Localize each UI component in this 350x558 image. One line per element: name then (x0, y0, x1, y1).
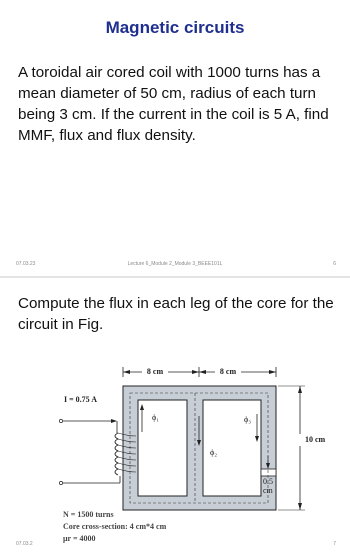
problem-statement: Compute the flux in each leg of the core for the circuit in Fig. (18, 295, 334, 333)
flux-3-label: ϕ₃ (244, 415, 251, 424)
dim-left-label: 8 cm (146, 367, 164, 376)
dim-right-label: 8 cm (219, 367, 237, 376)
gap-value: 0.5 (263, 477, 273, 486)
problem-statement: A toroidal air cored coil with 1000 turns has a mean diameter of 50 cm, radius of each turn being 3 cm. If the current in the coil is 5 A, find MMF, flux and flux density. (18, 64, 329, 144)
current-label: I = 0.75 A (64, 395, 98, 404)
permeability-label: μr = 4000 (63, 534, 96, 543)
magnetic-circuit-figure (0, 358, 350, 558)
footer-course: Lecture 6_Module 2_Module 3_BEEE101L (127, 261, 223, 267)
slide-6 (0, 0, 350, 276)
footer-date: 07.03.23 (16, 261, 36, 267)
footer-date: 07.03.2 (16, 541, 33, 547)
height-dimension (278, 386, 326, 510)
core (123, 386, 276, 510)
slide-title: Magnetic circuits (105, 18, 245, 37)
cross-section-label: Core cross-section: 4 cm*4 cm (63, 522, 167, 531)
flux-1-label: ϕ₁ (152, 413, 159, 422)
height-label: 10 cm (305, 435, 326, 444)
footer-page-number: 6 (333, 261, 336, 267)
top-dimension (123, 366, 276, 377)
footer-page-number: 7 (333, 541, 336, 547)
turns-label: N = 1500 turns (63, 510, 114, 519)
flux-2-label: ϕ₂ (210, 448, 217, 457)
slide-7 (0, 278, 350, 552)
gap-unit: cm (263, 486, 273, 495)
